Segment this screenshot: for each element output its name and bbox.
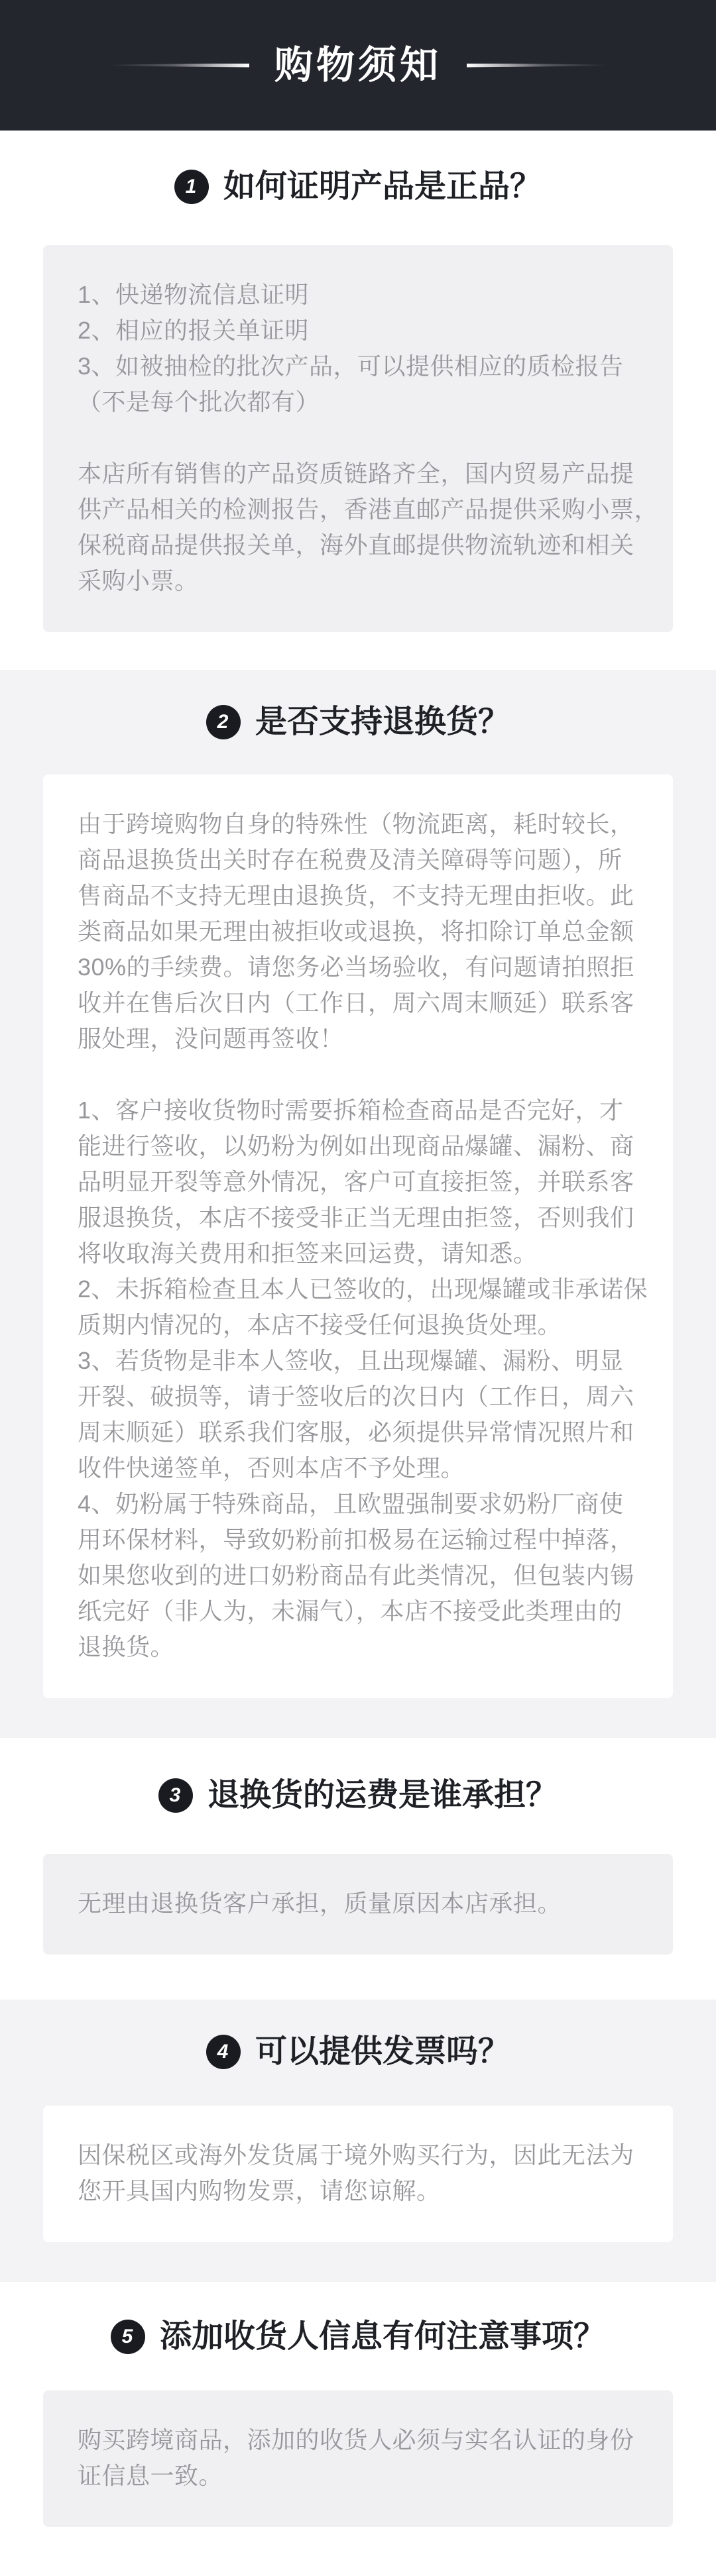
section-title: 是否支持退换货？ xyxy=(255,704,510,740)
body-line: 服退换货，本店不接受非正当无理由拒签，否则我们 xyxy=(78,1204,634,1231)
text-block xyxy=(78,277,638,420)
page-title: 购物须知 xyxy=(274,43,442,87)
body-line: 收并在售后次日内（工作日，周六周末顺延）联系客 xyxy=(78,989,634,1016)
body-line: 2、相应的报关单证明 xyxy=(78,317,310,344)
body-line: 供产品相关的检测报告，香港直邮产品提供采购小票， xyxy=(78,496,659,523)
section-number-badge: 5 xyxy=(111,2320,145,2354)
text-block xyxy=(78,2422,638,2494)
body-line: 保税商品提供报关单，海外直邮提供物流轨迹和相关 xyxy=(78,531,634,559)
body-line: （不是每个批次都有） xyxy=(78,388,320,415)
body-line: 将收取海关费用和拒签来回运费，请知悉。 xyxy=(78,1240,538,1267)
body-line: 因保税区或海外发货属于境外购买行为，因此无法为 xyxy=(78,2141,634,2169)
title-decoration-line-right-icon xyxy=(467,64,607,68)
section-title: 可以提供发票吗？ xyxy=(255,2034,510,2070)
body-line: 开裂、破损等，请于签收后的次日内（工作日，周六 xyxy=(78,1383,634,1410)
body-line: 周末顺延）联系我们客服，必须提供异常情况照片和 xyxy=(78,1419,634,1446)
body-line: 类商品如果无理由被拒收或退换，将扣除订单总金额 xyxy=(78,918,634,945)
body-line: 1、客户接收货物时需要拆箱检查商品是否完好，才 xyxy=(78,1097,624,1124)
section-number-badge: 4 xyxy=(206,2035,241,2069)
content-box xyxy=(43,2106,673,2242)
text-block xyxy=(78,806,638,1057)
body-line: 30%的手续费。请您务必当场验收，有问题请拍照拒 xyxy=(78,953,635,981)
body-line: 如果您收到的进口奶粉商品有此类情况，但包装内锡 xyxy=(78,1562,634,1589)
body-line: 4、奶粉属于特殊商品，且欧盟强制要求奶粉厂商使 xyxy=(78,1490,624,1517)
section-heading xyxy=(0,700,716,744)
content-box xyxy=(43,245,673,632)
section-heading xyxy=(0,2315,716,2359)
bottom-spacer xyxy=(0,2527,716,2569)
body-line: 售商品不支持无理由退换货，不支持无理由拒收。此 xyxy=(78,882,634,909)
body-line: 2、未拆箱检查且本人已签收的，出现爆罐或非承诺保 xyxy=(78,1275,648,1303)
body-line: 3、如被抽检的批次产品，可以提供相应的质检报告 xyxy=(78,352,624,380)
section-title: 如何证明产品是正品？ xyxy=(223,169,542,205)
faq-section xyxy=(0,670,716,1738)
section-heading xyxy=(0,165,716,209)
faq-section xyxy=(0,2000,716,2282)
text-block xyxy=(78,1886,638,1921)
body-line: 您开具国内购物发票，请您谅解。 xyxy=(78,2177,441,2204)
body-line: 能进行签收，以奶粉为例如出现商品爆罐、漏粉、商 xyxy=(78,1132,634,1159)
faq-sections xyxy=(0,165,716,2527)
body-line: 无理由退换货客户承担，质量原因本店承担。 xyxy=(78,1890,562,1917)
body-line: 服处理，没问题再签收！ xyxy=(78,1025,344,1052)
section-heading xyxy=(0,1774,716,1817)
body-line: 证信息一致。 xyxy=(78,2462,223,2489)
body-line: 本店所有销售的产品资质链路齐全，国内贸易产品提 xyxy=(78,460,634,487)
body-line: 收件快递签单，否则本店不予处理。 xyxy=(78,1454,465,1481)
body-line: 购买跨境商品，添加的收货人必须与实名认证的身份 xyxy=(78,2426,634,2453)
body-line: 商品退换货出关时存在税费及清关障碍等问题），所 xyxy=(78,846,623,873)
section-title: 退换货的运费是谁承担？ xyxy=(207,1778,558,1813)
content-box xyxy=(43,1854,673,1955)
section-title: 添加收货人信息有何注意事项？ xyxy=(159,2319,605,2355)
faq-section xyxy=(0,2315,716,2527)
body-line: 退换货。 xyxy=(78,1633,175,1660)
body-line: 质期内情况的，本店不接受任何退换货处理。 xyxy=(78,1311,562,1338)
section-heading xyxy=(0,2030,716,2074)
section-number-badge: 2 xyxy=(206,705,241,739)
body-line: 品明显开裂等意外情况，客户可直接拒签，并联系客 xyxy=(78,1168,634,1195)
content-box xyxy=(43,775,673,1698)
text-block xyxy=(78,456,659,599)
faq-section xyxy=(0,165,716,632)
content-box xyxy=(43,2390,673,2527)
page-header xyxy=(0,0,716,131)
faq-section xyxy=(0,1774,716,1955)
text-block xyxy=(78,2137,638,2209)
body-line: 3、若货物是非本人签收，且出现爆罐、漏粉、明显 xyxy=(78,1347,624,1374)
body-line: 用环保材料，导致奶粉前扣极易在运输过程中掉落， xyxy=(78,1526,634,1553)
text-block xyxy=(78,1093,648,1665)
section-number-badge: 3 xyxy=(158,1778,193,1813)
title-decoration-line-left-icon xyxy=(109,64,249,68)
body-line: 1、快递物流信息证明 xyxy=(78,281,310,308)
body-line: 由于跨境购物自身的特殊性（物流距离，耗时较长， xyxy=(78,810,634,837)
body-line: 纸完好（非人为，未漏气），本店不接受此类理由的 xyxy=(78,1597,623,1625)
section-number-badge: 1 xyxy=(174,170,209,204)
body-line: 采购小票。 xyxy=(78,567,199,594)
